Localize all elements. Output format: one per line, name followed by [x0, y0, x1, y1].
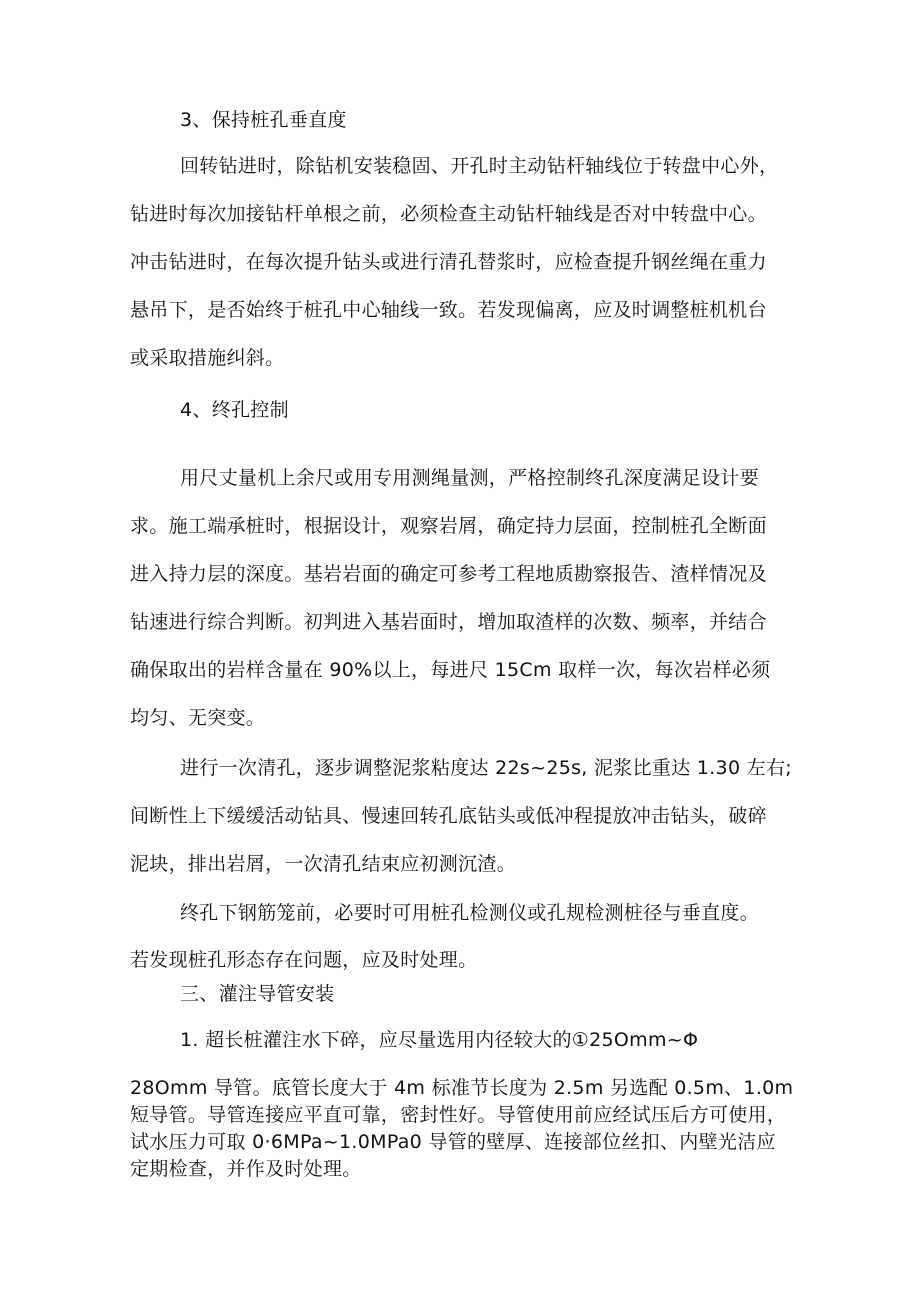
paragraph-4-line-1: 终孔下钢筋笼前，必要时可用桩孔检测仪或孔规检测桩径与垂直度。 [180, 902, 760, 924]
paragraph-3-line-3: 泥块，排出岩屑，一次清孔结束应初测沉渣。 [130, 853, 517, 875]
paragraph-5-line-5: 定期检查，并作及时处理。 [130, 1158, 362, 1180]
section-3-heading: 三、灌注导管安装 [180, 983, 335, 1005]
paragraph-3-line-2: 间断性上下缓缓活动钻具、慢速回转孔底钻头或低冲程提放冲击钻头，破碎 [130, 805, 767, 827]
paragraph-5-line-2: 28Omm 导管。底管长度大于 4m 标准节长度为 2.5m 另选配 0.5m、1.0m [130, 1077, 794, 1099]
paragraph-5-line-3: 短导管。导管连接应平直可靠，密封性好。导管使用前应经试压后方可使用， [130, 1104, 787, 1126]
paragraph-2-line-4: 钻速进行综合判断。初判进入基岩面时，增加取渣样的次数、频率，并结合 [130, 611, 767, 633]
paragraph-2-line-5: 确保取出的岩样含量在 90%以上，每进尺 15Cm 取样一次，每次岩样必须 [130, 659, 771, 681]
paragraph-5-line-4: 试水压力可取 0·6MPa~1.0MPa0 导管的壁厚、连接部位丝扣、内壁光洁应 [130, 1131, 776, 1153]
paragraph-1-line-1: 回转钻进时，除钻机安装稳固、开孔时主动钻杆轴线位于转盘中心外， [180, 155, 779, 177]
paragraph-4-line-2: 若发现桩孔形态存在问题，应及时处理。 [130, 949, 478, 971]
paragraph-2-line-2: 求。施工端承桩时，根据设计，观察岩屑，确定持力层面，控制桩孔全断面 [130, 515, 767, 537]
paragraph-1-line-3: 冲击钻进时，在每次提升钻头或进行清孔替浆时，应检查提升钢丝绳在重力 [130, 251, 767, 273]
paragraph-3-line-1: 进行一次清孔，逐步调整泥浆粘度达 22s~25s, 泥浆比重达 1.30 左右; [180, 757, 792, 779]
paragraph-1-line-5: 或采取措施纠斜。 [130, 347, 285, 369]
paragraph-2-line-6: 均匀、无突变。 [130, 707, 266, 729]
paragraph-5-line-1: 1. 超长桩灌注水下碎，应尽量选用内径较大的①25Omm~Φ [180, 1029, 699, 1051]
paragraph-1-line-2: 钻进时每次加接钻杆单根之前，必须检查主动钻杆轴线是否对中转盘中心。 [130, 203, 767, 225]
heading-3: 3、保持桩孔垂直度 [180, 109, 347, 131]
paragraph-2-line-1: 用尺丈量机上余尺或用专用测绳量测，严格控制终孔深度满足设计要 [180, 467, 760, 489]
heading-4: 4、终孔控制 [180, 399, 289, 421]
paragraph-1-line-4: 悬吊下，是否始终于桩孔中心轴线一致。若发现偏离，应及时调整桩机机台 [130, 299, 767, 321]
paragraph-2-line-3: 进入持力层的深度。基岩岩面的确定可参考工程地质勘察报告、渣样情况及 [130, 563, 767, 585]
